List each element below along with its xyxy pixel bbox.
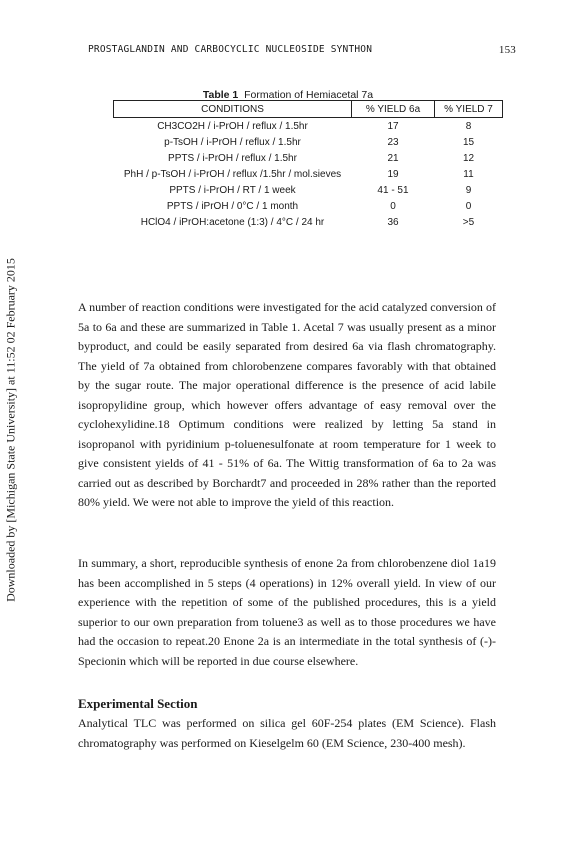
table-row: [114, 198, 503, 214]
download-note: Downloaded by [Michigan State University] at 11:52 02 February 2015: [3, 258, 18, 602]
section-heading: Experimental Section: [78, 696, 198, 711]
yield-7-cell: 8: [465, 120, 472, 132]
yield-table: [113, 100, 503, 230]
yield-6a-cell: 36: [387, 216, 399, 228]
yield-7-cell: 0: [465, 200, 472, 212]
yield-7-cell: 12: [462, 152, 475, 164]
yield-6a-cell: 17: [387, 120, 399, 132]
yield-6a-cell: 41 - 51: [377, 184, 409, 196]
table-caption-label: Table 1: [202, 89, 239, 101]
table-row: [114, 118, 503, 135]
header-yield-6a: % YIELD 6a: [352, 101, 435, 118]
download-watermark: [0, 0, 22, 864]
table-row: [114, 150, 503, 166]
yield-7-cell: 9: [465, 184, 472, 196]
condition-cell: HClO4 / iPrOH:acetone (1:3) / 4°C / 24 hr: [140, 216, 325, 228]
table-row: [114, 214, 503, 230]
yield-7-cell: 15: [462, 136, 475, 148]
yield-6a-cell: 19: [387, 168, 399, 180]
condition-cell: PPTS / i-PrOH / reflux / 1.5hr: [168, 152, 297, 164]
table-caption-text: Formation of Hemiacetal 7a: [244, 89, 374, 101]
paragraph-experimental: Analytical TLC was performed on silica gel 60F-254 plates (EM Science). Flash chromatography was performed on Kieselgelm 60 (EM Science, 230-400 mesh).: [78, 716, 496, 750]
yield-6a-cell: 23: [387, 136, 399, 148]
condition-cell: p-TsOH / i-PrOH / reflux / 1.5hr: [164, 136, 301, 148]
table-row: [114, 182, 503, 198]
condition-cell: PhH / p-TsOH / i-PrOH / reflux /1.5hr / mol.sieves: [123, 168, 342, 180]
paragraph-summary: In summary, a short, reproducible synthesis of enone 2a from chlorobenzene diol 1a19 has been accomplished in 5 steps (4 operations) in 12% overall yield. In view of our experience with the repetition of some of the published procedures, this is a yield superior to our own preparation from toluene3 as well as to those procedures we have had the occasion to repeat.20 Enone 2a is an intermediate in the total synthesis of (-)-Specionin which will be reported in due course elsewhere.: [78, 556, 496, 668]
header-yield-7: % YIELD 7: [435, 101, 503, 118]
yield-6a-cell: 21: [387, 152, 399, 164]
table-row: [114, 134, 503, 150]
header-conditions: CONDITIONS: [114, 101, 352, 118]
yield-6a-cell: 0: [390, 200, 396, 212]
table-row: [114, 166, 503, 182]
page-number: 153: [498, 44, 516, 56]
table-header-row: [114, 101, 503, 118]
paragraph-results: A number of reaction conditions were investigated for the acid catalyzed conversion of 5a to 6a and these are summarized in Table 1. Acetal 7 was usually present as a minor byproduct, and could be easily separated from desired 6a via flash chromatography. The yield of 7a obtained from chlorobenzene compares favorably with that obtained by the sugar route. The major operational difference is the presence of acid labile isopropylidine group, which however offers advantage of easy removal over the cyclohexylidine.18 Optimum conditions were realized by letting 5a stand in isopropanol with pyridinium p-toluenesulfonate at room temperature for 1 week to give consistent yields of 41 - 51% of 6a. The Wittig transformation of 6a to 2a was carried out as described by Borchardt7 and proceeded in 28% rather than the reported 80% yield. We were not able to improve the yield of this reaction.: [78, 300, 496, 509]
condition-cell: CH3CO2H / i-PrOH / reflux / 1.5hr: [157, 120, 308, 132]
running-title: PROSTAGLANDIN AND CARBOCYCLIC NUCLEOSIDE SYNTHON: [88, 44, 373, 55]
condition-cell: PPTS / iPrOH / 0°C / 1 month: [166, 200, 299, 212]
running-header: [88, 44, 516, 55]
yield-7-cell: 11: [463, 168, 474, 180]
condition-cell: PPTS / i-PrOH / RT / 1 week: [169, 184, 296, 196]
yield-7-cell: >5: [462, 216, 475, 228]
